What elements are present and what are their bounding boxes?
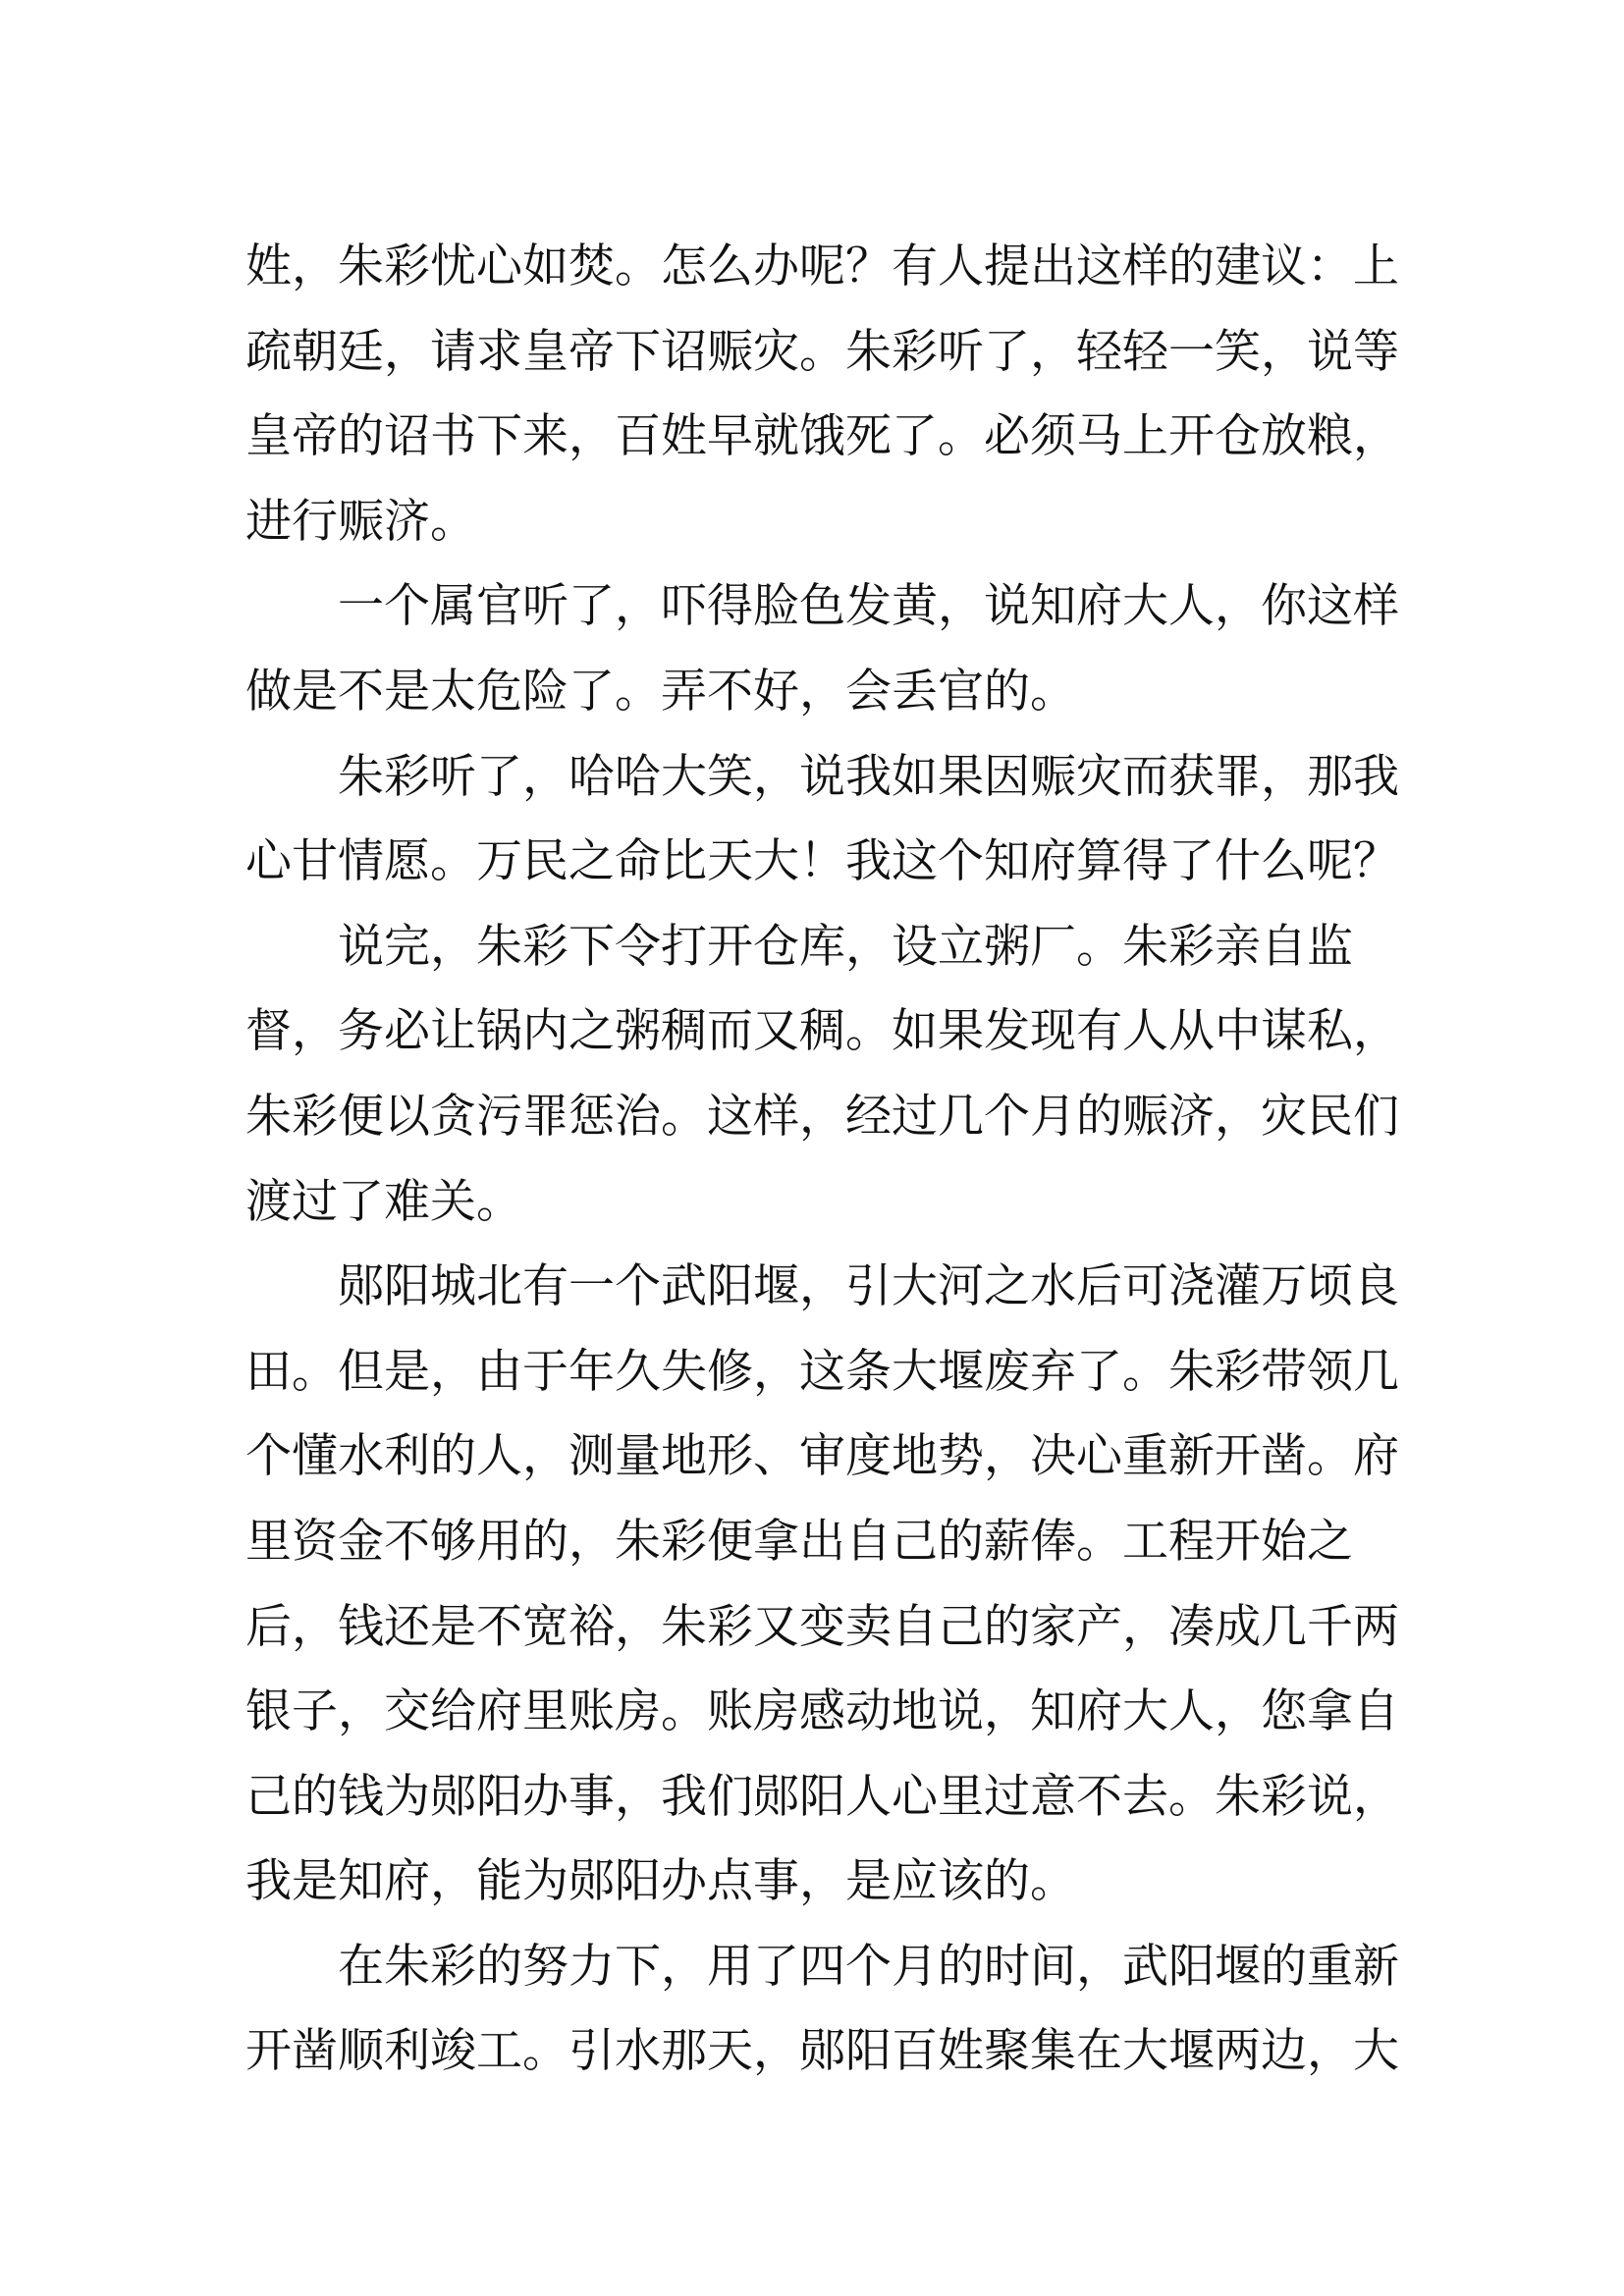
text-line: 渡过了难关。 [245, 1174, 522, 1229]
text-line: 我是知府，能为郧阳办点事，是应该的。 [245, 1854, 1076, 1909]
paragraph-first-line: 一个属官听了，吓得脸色发黄，说知府大人，你这样 [338, 579, 1399, 634]
text-line: 做是不是太危险了。弄不好，会丢官的。 [245, 664, 1076, 719]
text-line: 督，务必让锅内之粥稠而又稠。如果发现有人从中谋私， [245, 1004, 1399, 1059]
text-line: 个懂水利的人，测量地形、审度地势，决心重新开凿。府 [245, 1429, 1399, 1484]
paragraph-first-line: 说完，朱彩下令打开仓库，设立粥厂。朱彩亲自监 [338, 919, 1353, 974]
text-line: 银子，交给府里账房。账房感动地说，知府大人，您拿自 [245, 1684, 1399, 1739]
text-line: 心甘情愿。万民之命比天大！我这个知府算得了什么呢？ [245, 834, 1399, 889]
text-line: 朱彩便以贪污罪惩治。这样，经过几个月的赈济，灾民们 [245, 1089, 1399, 1144]
body-text [245, 225, 1399, 2095]
text-line: 姓，朱彩忧心如焚。怎么办呢？有人提出这样的建议：上 [245, 240, 1399, 294]
text-line: 皇帝的诏书下来，百姓早就饿死了。必须马上开仓放粮， [245, 409, 1399, 464]
text-line: 进行赈济。 [245, 494, 476, 549]
text-line: 田。但是，由于年久失修，这条大堰废弃了。朱彩带领几 [245, 1344, 1399, 1399]
paragraph-first-line: 郧阳城北有一个武阳堰，引大河之水后可浇灌万顷良 [338, 1259, 1399, 1314]
paragraph-first-line: 朱彩听了，哈哈大笑，说我如果因赈灾而获罪，那我 [338, 749, 1399, 804]
text-line: 开凿顺利竣工。引水那天，郧阳百姓聚集在大堰两边，大 [245, 2024, 1399, 2079]
text-line: 己的钱为郧阳办事，我们郧阳人心里过意不去。朱彩说， [245, 1769, 1399, 1824]
text-line: 里资金不够用的，朱彩便拿出自己的薪俸。工程开始之 [245, 1514, 1353, 1569]
text-line: 后，钱还是不宽裕，朱彩又变卖自己的家产，凑成几千两 [245, 1599, 1399, 1654]
text-line: 疏朝廷，请求皇帝下诏赈灾。朱彩听了，轻轻一笑，说等 [245, 324, 1399, 379]
paragraph-first-line: 在朱彩的努力下，用了四个月的时间，武阳堰的重新 [338, 1939, 1399, 1994]
